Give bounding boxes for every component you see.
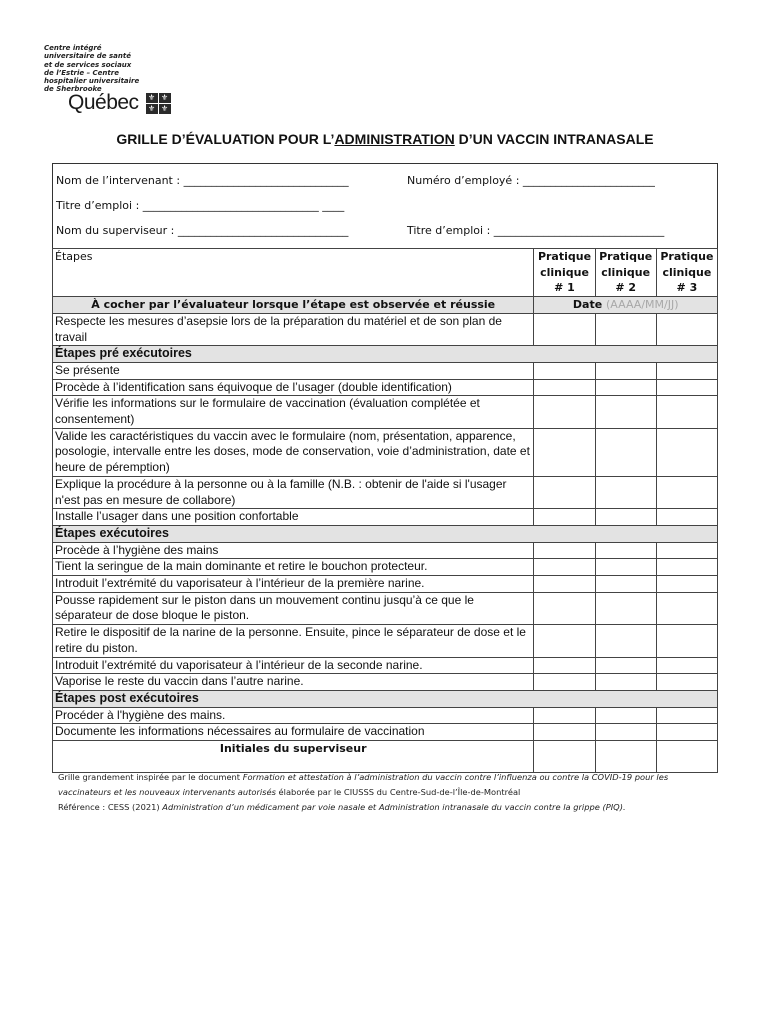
table-row — [53, 625, 718, 657]
source-note — [58, 770, 723, 800]
date-header — [534, 297, 718, 314]
check-cell[interactable] — [656, 542, 717, 559]
practice-label: Pratique — [660, 250, 714, 263]
check-cell[interactable] — [656, 476, 717, 508]
practice-label: clinique — [540, 265, 589, 279]
check-cell[interactable] — [595, 476, 656, 508]
check-cell[interactable] — [595, 428, 656, 476]
step-text: Se présente — [53, 362, 534, 379]
table-row — [53, 396, 718, 428]
table-row — [53, 542, 718, 559]
date-label: Date — [572, 298, 603, 312]
source-prefix: Grille grandement inspirée par le document — [58, 772, 243, 782]
title-part-1: GRILLE D’ÉVALUATION POUR L’ — [116, 131, 335, 147]
org-line: de Sherbrooke — [44, 85, 102, 94]
check-cell[interactable] — [656, 674, 717, 691]
org-line: hospitalier universitaire — [44, 77, 140, 86]
check-cell[interactable] — [595, 379, 656, 396]
step-text: Valide les caractéristiques du vaccin avec le formulaire (nom, présentation, apparence, posologie, intervalle entre les doses, mode de conservation, voie d’administration, date et heure de péremption) — [53, 428, 534, 476]
document-footer — [58, 770, 723, 815]
instructions-row — [53, 297, 718, 314]
practice-label: Pratique — [599, 250, 653, 263]
check-cell[interactable] — [534, 707, 595, 724]
check-cell[interactable] — [534, 576, 595, 593]
fleur-de-lis-icon: ⚜ — [146, 104, 158, 114]
table-row — [53, 592, 718, 624]
table-row — [53, 362, 718, 379]
step-text: Vaporise le reste du vaccin dans l’autre narine. — [53, 674, 534, 691]
check-cell[interactable] — [656, 657, 717, 674]
initials-cell[interactable] — [534, 741, 595, 773]
practice-number: # 3 — [676, 281, 698, 295]
check-cell[interactable] — [595, 674, 656, 691]
section-header-exec — [53, 525, 718, 542]
check-cell[interactable] — [595, 313, 656, 345]
fleur-de-lis-flag-icon — [146, 93, 171, 114]
check-cell[interactable] — [595, 724, 656, 741]
table-row — [53, 428, 718, 476]
check-cell[interactable] — [656, 396, 717, 428]
check-cell[interactable] — [595, 657, 656, 674]
check-cell[interactable] — [534, 362, 595, 379]
org-line: de l’Estrie – Centre — [44, 68, 119, 77]
check-cell[interactable] — [595, 559, 656, 576]
document-title — [0, 131, 770, 147]
check-cell[interactable] — [534, 428, 595, 476]
reference-title: Administration d’un médicament par voie nasale et Administration intranasale du vaccin contre la grippe (PIQ). — [162, 802, 626, 812]
organization-logo — [44, 44, 169, 114]
identification-form — [52, 163, 718, 248]
table-row — [53, 657, 718, 674]
organization-name — [44, 44, 154, 94]
check-cell[interactable] — [595, 592, 656, 624]
org-line: et de services sociaux — [44, 60, 132, 69]
check-cell[interactable] — [656, 313, 717, 345]
fleur-de-lis-icon: ⚜ — [146, 93, 158, 103]
check-cell[interactable] — [534, 724, 595, 741]
date-format: (AAAA/MM/JJ) — [606, 298, 679, 312]
step-text: Respecte les mesures d’asepsie lors de la préparation du matériel et de son plan de travail — [53, 313, 534, 345]
table-row — [53, 313, 718, 345]
practice-number: # 2 — [615, 281, 637, 295]
check-cell[interactable] — [534, 313, 595, 345]
table-row — [53, 724, 718, 741]
intervenant-name-field[interactable]: Nom de l’intervenant : ______________________________ — [56, 174, 349, 187]
check-cell[interactable] — [534, 379, 595, 396]
fleur-de-lis-icon: ⚜ — [159, 104, 171, 114]
section-title: Étapes post exécutoires — [53, 690, 718, 707]
job-title-field[interactable]: Titre d’emploi : ________________________________ ____ — [56, 199, 345, 212]
employee-number-field[interactable]: Numéro d’employé : ________________________ — [407, 174, 655, 187]
supervisor-initials-label: Initiales du superviseur — [53, 741, 534, 773]
check-cell[interactable] — [595, 576, 656, 593]
practice-column-3 — [656, 249, 717, 297]
step-text: Documente les informations nécessaires au formulaire de vaccination — [53, 724, 534, 741]
check-cell[interactable] — [656, 625, 717, 657]
practice-number: # 1 — [554, 281, 575, 295]
evaluation-grid — [52, 248, 718, 773]
supervisor-initials-row — [53, 741, 718, 773]
check-cell[interactable] — [534, 657, 595, 674]
source-title: Formation et attestation à l’administration du vaccin contre l’influenza ou contre la COVID-19 pour les vaccinateurs et les nouveaux intervenants autorisés — [58, 772, 669, 797]
table-row — [53, 674, 718, 691]
step-text: Procède à l’hygiène des mains — [53, 542, 534, 559]
check-cell[interactable] — [595, 509, 656, 526]
reference-prefix: Référence : CESS (2021) — [58, 802, 163, 812]
etapes-header: Étapes — [53, 249, 534, 297]
header-row — [53, 249, 718, 297]
reference-note — [58, 800, 723, 815]
supervisor-name-field[interactable]: Nom du superviseur : _______________________________ — [56, 224, 349, 237]
practice-label: clinique — [601, 265, 651, 279]
step-text: Procéder à l'hygiène des mains. — [53, 707, 534, 724]
step-text: Vérifie les informations sur le formulaire de vaccination (évaluation complétée et consentement) — [53, 396, 534, 428]
section-header-post — [53, 690, 718, 707]
section-header-pre — [53, 346, 718, 363]
check-cell[interactable] — [595, 625, 656, 657]
section-title: Étapes pré exécutoires — [53, 346, 718, 363]
initials-cell[interactable] — [656, 741, 717, 773]
org-line: Centre intégré — [44, 44, 102, 52]
table-row — [53, 476, 718, 508]
check-cell[interactable] — [534, 542, 595, 559]
step-text: Tient la seringue de la main dominante et retire le bouchon protecteur. — [53, 559, 534, 576]
step-text: Introduit l’extrémité du vaporisateur à l’intérieur de la seconde narine. — [53, 657, 534, 674]
check-instructions: À cocher par l’évaluateur lorsque l’étape est observée et réussie — [53, 297, 534, 314]
practice-column-1 — [534, 249, 595, 297]
check-cell[interactable] — [656, 707, 717, 724]
step-text: Introduit l’extrémité du vaporisateur à l’intérieur de la première narine. — [53, 576, 534, 593]
check-cell[interactable] — [534, 559, 595, 576]
table-row — [53, 576, 718, 593]
check-cell[interactable] — [656, 592, 717, 624]
check-cell[interactable] — [656, 428, 717, 476]
step-text: Pousse rapidement sur le piston dans un mouvement continu jusqu’à ce que le séparateur de dose bloque le piston. — [53, 592, 534, 624]
table-row — [53, 559, 718, 576]
step-text: Retire le dispositif de la narine de la personne. Ensuite, pince le séparateur de dose et le retire du piston. — [53, 625, 534, 657]
check-cell[interactable] — [595, 542, 656, 559]
check-cell[interactable] — [534, 396, 595, 428]
check-cell[interactable] — [595, 362, 656, 379]
practice-column-2 — [595, 249, 656, 297]
table-row — [53, 509, 718, 526]
check-cell[interactable] — [656, 509, 717, 526]
check-cell[interactable] — [595, 396, 656, 428]
check-cell[interactable] — [656, 362, 717, 379]
check-cell[interactable] — [656, 724, 717, 741]
check-cell[interactable] — [534, 476, 595, 508]
step-text: Procède à l’identification sans équivoque de l’usager (double identification) — [53, 379, 534, 396]
check-cell[interactable] — [534, 509, 595, 526]
check-cell[interactable] — [656, 379, 717, 396]
fleur-de-lis-icon: ⚜ — [159, 93, 171, 103]
org-line: universitaire de santé — [44, 52, 131, 61]
check-cell[interactable] — [534, 592, 595, 624]
quebec-brand — [68, 92, 171, 114]
initials-cell[interactable] — [595, 741, 656, 773]
title-part-2: D’UN VACCIN INTRANASALE — [454, 131, 654, 147]
step-text: Explique la procédure à la personne ou à la famille (N.B. : obtenir de l'aide si l'usager n'est pas en mesure de collabore) — [53, 476, 534, 508]
supervisor-job-title-field[interactable]: Titre d’emploi : _______________________________ — [407, 224, 665, 237]
check-cell[interactable] — [534, 674, 595, 691]
table-row — [53, 379, 718, 396]
source-suffix: élaborée par le CIUSSS du Centre-Sud-de-l’Île-de-Montréal — [275, 787, 521, 797]
table-row — [53, 707, 718, 724]
check-cell[interactable] — [534, 625, 595, 657]
title-underlined: ADMINISTRATION — [334, 131, 455, 147]
quebec-wordmark: Québec — [68, 91, 139, 114]
check-cell[interactable] — [656, 559, 717, 576]
practice-label: Pratique — [537, 250, 592, 263]
check-cell[interactable] — [656, 576, 717, 593]
step-text: Installe l’usager dans une position confortable — [53, 509, 534, 526]
section-title: Étapes exécutoires — [53, 525, 718, 542]
practice-label: clinique — [662, 265, 712, 279]
check-cell[interactable] — [595, 707, 656, 724]
